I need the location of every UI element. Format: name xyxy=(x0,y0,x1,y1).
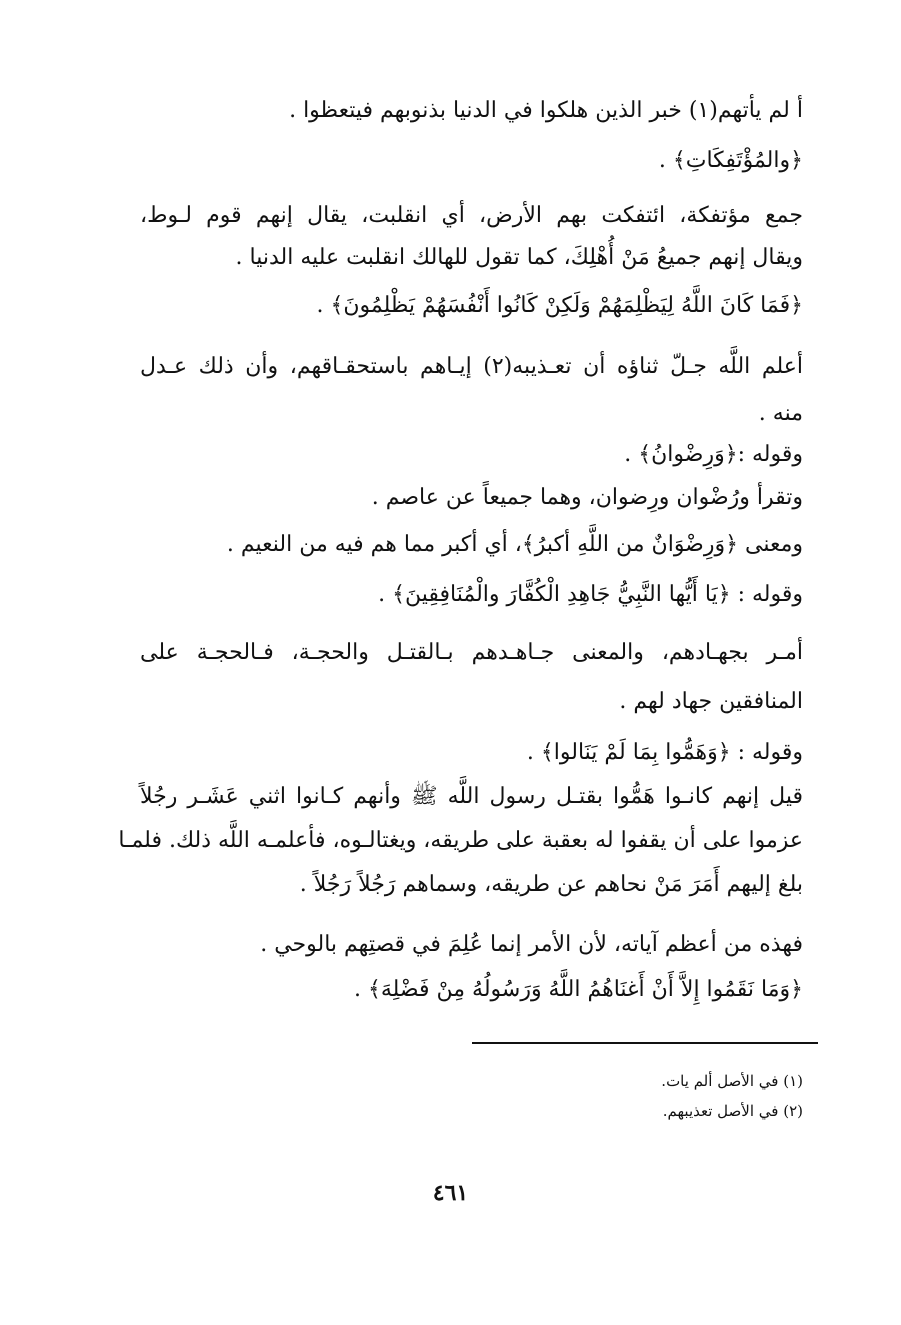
text-line: فهذه من أعظم آياته، لأن الأمر إنما عُلِمَ في قصتِهم بالوحي . xyxy=(260,932,803,957)
text-line: بلغ إليهم أَمَرَ مَنْ نحاهم عن طريقه، وسماهم رَجُلاً رَجُلاً . xyxy=(299,872,803,897)
text-line: جمع مؤتفكة، ائتفكت بهم الأرض، أي انقلبت، يقال إنهم قوم لـوط، xyxy=(140,203,803,228)
text-line: وقوله :﴿وَرِضْوانُ﴾ . xyxy=(624,442,803,467)
quran-verse: ﴿فَمَا كَانَ اللَّهُ لِيَظْلِمَهُمْ وَلَكِنْ كَانُوا أَنْفُسَهُمْ يَظْلِمُونَ﴾ . xyxy=(316,293,803,318)
quran-verse: ﴿والمُؤْتَفِكَاتِ﴾ . xyxy=(658,148,803,173)
text-line: المنافقين جهاد لهم . xyxy=(619,689,803,714)
text-line: ومعنى ﴿وَرِضْوَانٌ من اللَّهِ أكبرُ﴾، أي أكبر مما هم فيه من النعيم . xyxy=(226,532,803,557)
page-number: ٤٦١ xyxy=(432,1180,469,1206)
text-line: أ لم يأتهم(١) خبر الذين هلكوا في الدنيا بذنوبهم فيتعظوا . xyxy=(289,98,803,123)
footnote: (٢) في الأصل تعذيبهم. xyxy=(662,1102,803,1120)
footnote: (١) في الأصل ألم يات. xyxy=(661,1072,803,1090)
text-line: أعلم اللَّه جـلّ ثناؤه أن تعـذيبه(٢) إيـاهم باستحقـاقهم، وأن ذلك عـدل xyxy=(140,354,803,379)
text-line: قيل إنهم كانـوا هَمُّوا بقتـل رسول اللَّه ﷺ وأنهم كـانوا اثني عَشَـر رجُلاً xyxy=(140,784,803,809)
text-line: أمـر بجهـادهم، والمعنى جـاهـدهم بـالقتـل والحجـة، فـالحجـة على xyxy=(140,640,803,665)
quran-verse: ﴿وَمَا نَقَمُوا إِلاَّ أَنْ أَغنَاهُمُ اللَّهُ وَرَسُولُهُ مِنْ فَضْلِهَ﴾ . xyxy=(353,977,803,1002)
text-line: ويقال إنهم جميعُ مَنْ أُهْلِكَ، كما تقول للهالك انقلبت عليه الدنيا . xyxy=(235,245,803,270)
text-line: وقوله : ﴿يَا أَيُّها النَّبِيُّ جَاهِدِ الْكُفَّارَ والْمُنَافِقِينَ﴾ . xyxy=(378,582,803,607)
text-line: وقوله : ﴿وَهَمُّوا بِمَا لَمْ يَنَالوا﴾ . xyxy=(526,740,803,765)
text-line: منه . xyxy=(758,401,803,426)
text-line: عزموا على أن يقفوا له بعقبة على طريقه، ويغتالـوه، فأعلمـه اللَّه ذلك. فلمـا xyxy=(118,828,803,853)
text-line: وتقرأ ورُضْوان ورِضوان، وهما جميعاً عن عاصم . xyxy=(371,485,803,510)
footnote-divider xyxy=(472,1042,818,1044)
